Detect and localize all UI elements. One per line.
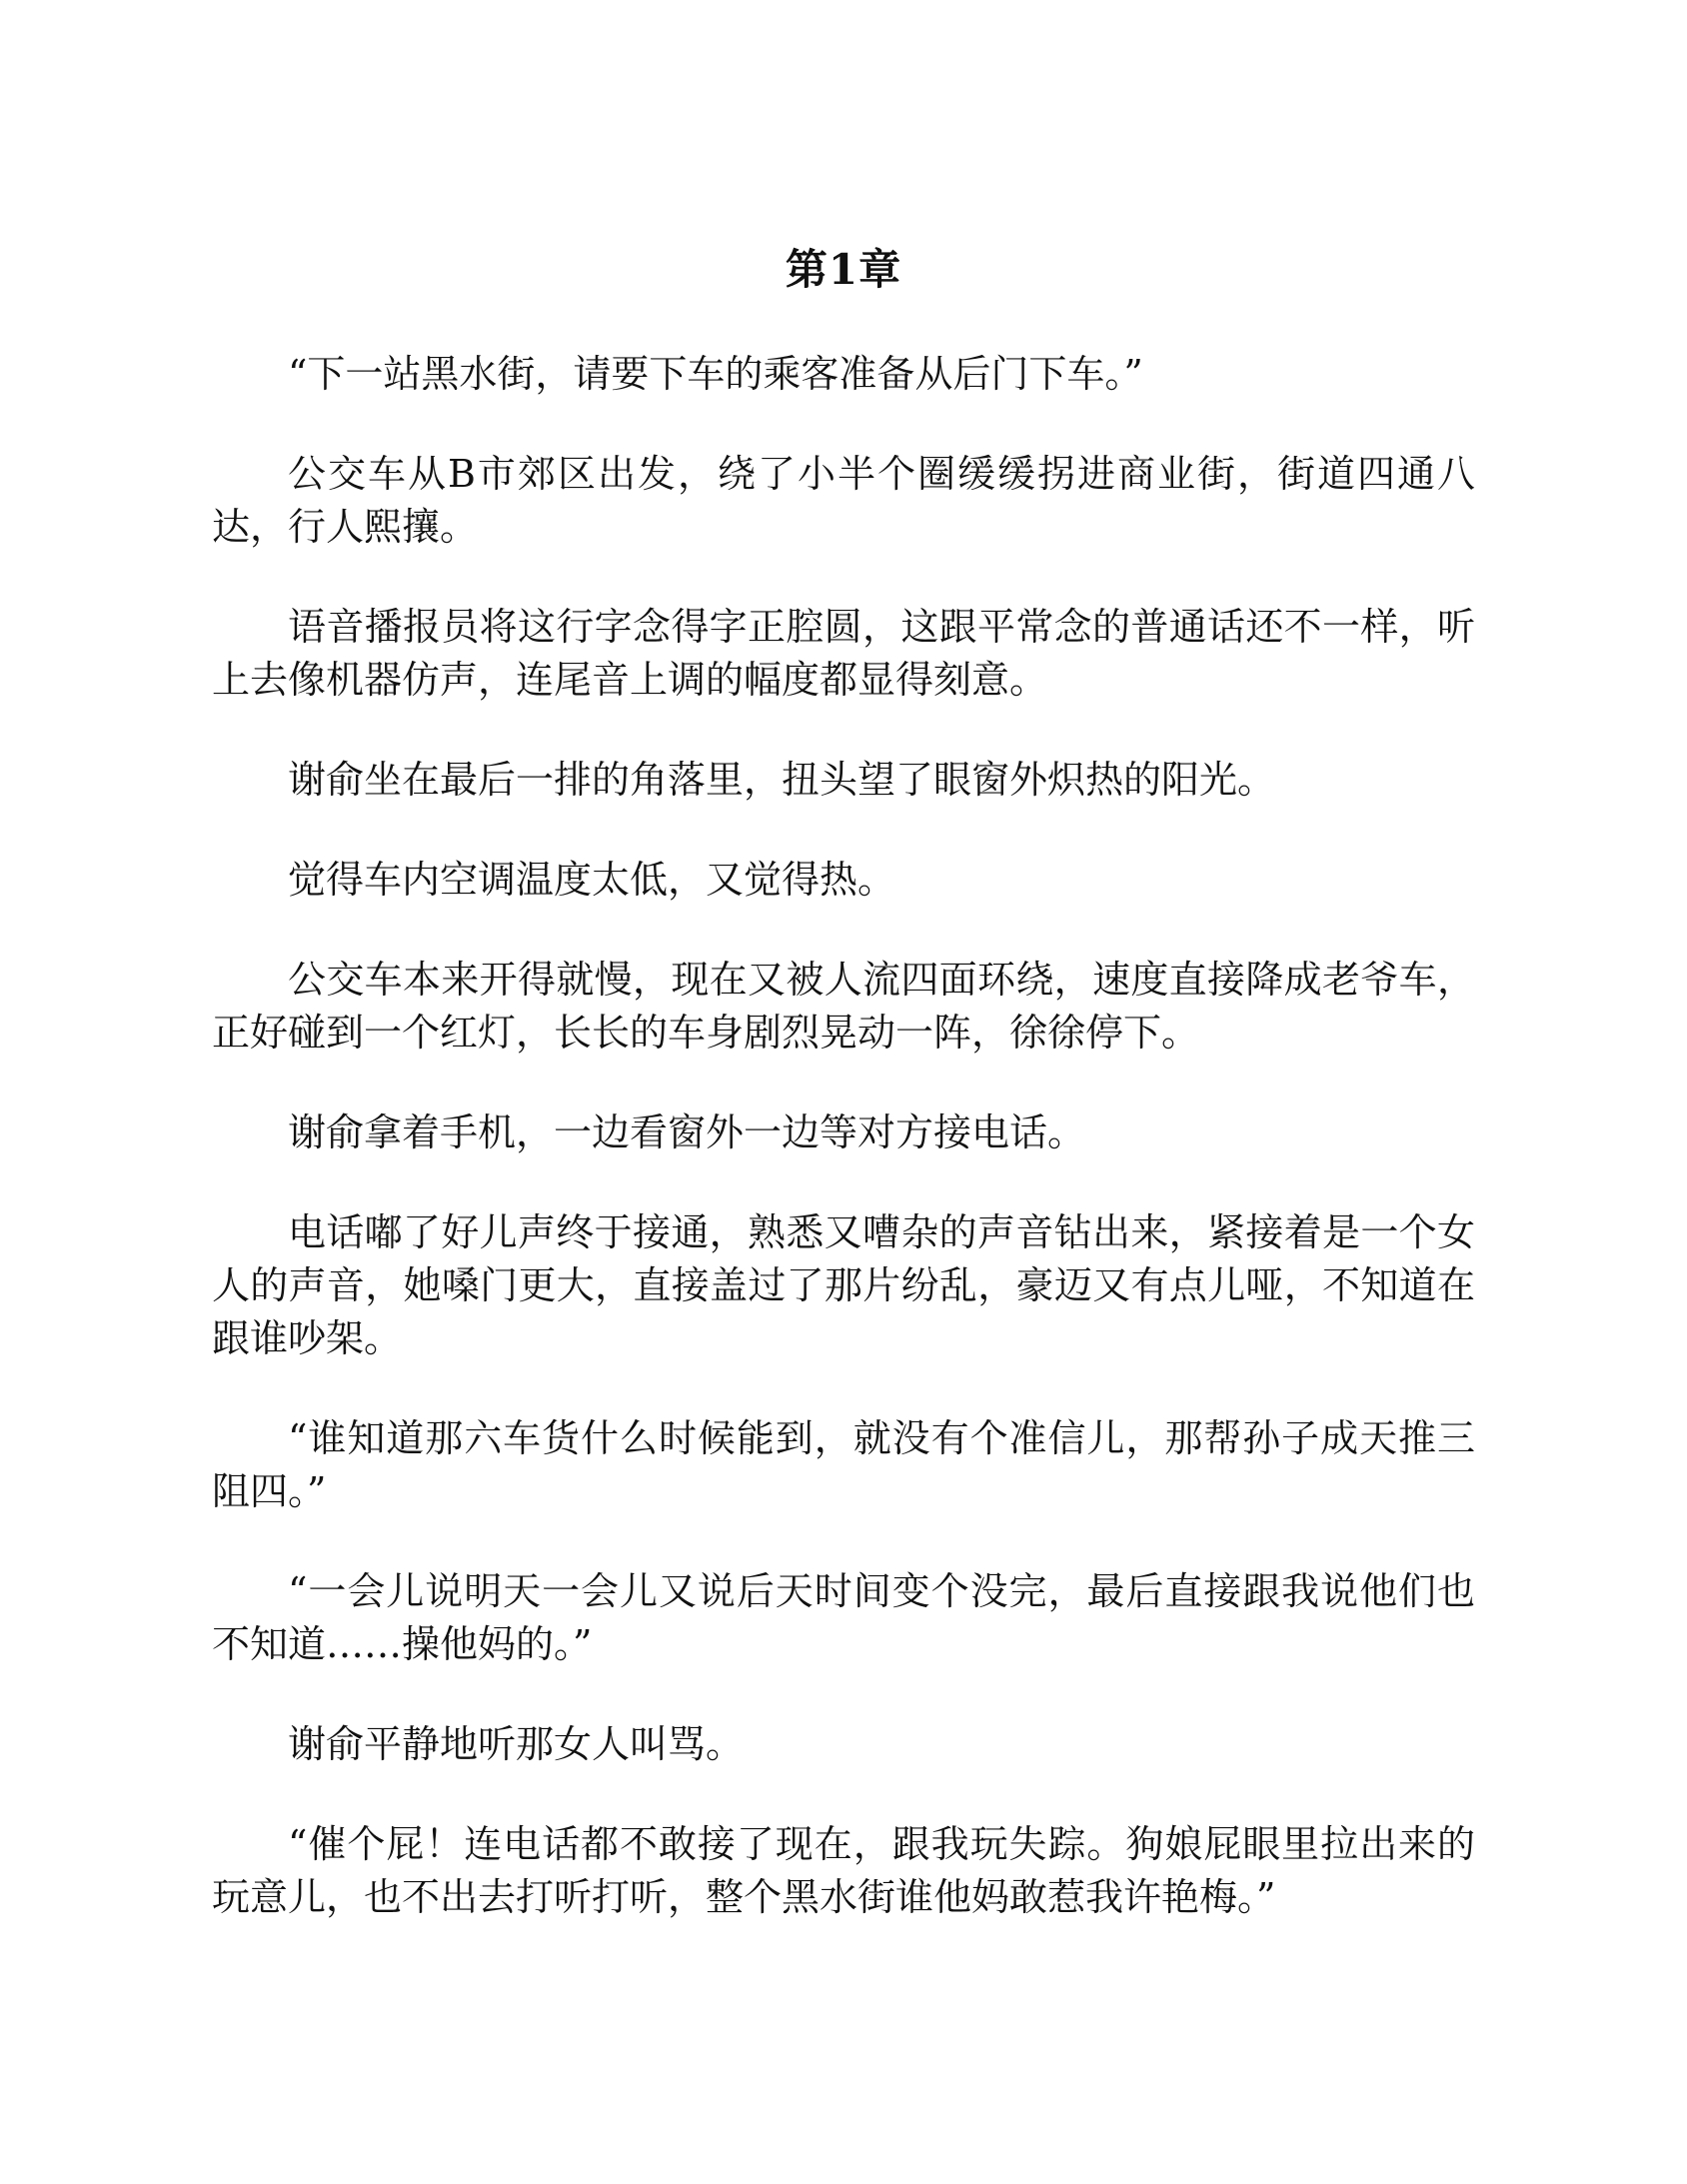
paragraph: 谢俞平静地听那女人叫骂。 bbox=[288, 1722, 745, 1766]
chapter-title: 第1章 bbox=[785, 245, 902, 294]
paragraph: “下一站黑水街，请要下车的乘客准备从后门下车。” bbox=[288, 352, 1143, 396]
paragraph: “催个屁！连电话都不敢接了现在，跟我玩失踪。狗娘屁眼里拉出来的玩意儿，也不出去打听打听，整个黑水街谁他妈敢惹我许艳梅。” bbox=[212, 1822, 1475, 1919]
paragraph: 觉得车内空调温度太低，又觉得热。 bbox=[288, 858, 896, 902]
paragraph: “一会儿说明天一会儿又说后天时间变个没完，最后直接跟我说他们也不知道……操他妈的。” bbox=[212, 1569, 1475, 1666]
paragraph: 谢俞坐在最后一排的角落里，扭头望了眼窗外炽热的阳光。 bbox=[288, 758, 1276, 802]
chapter-body bbox=[212, 348, 1475, 1971]
paragraph: 语音播报员将这行字念得字正腔圆，这跟平常念的普通话还不一样，听上去像机器仿声，连尾音上调的幅度都显得刻意。 bbox=[212, 605, 1475, 702]
paragraph: 公交车从B市郊区出发，绕了小半个圈缓缓拐进商业街，街道四通八达，行人熙攘。 bbox=[212, 452, 1475, 549]
paragraph: 电话嘟了好儿声终于接通，熟悉又嘈杂的声音钻出来，紧接着是一个女人的声音，她嗓门更大，直接盖过了那片纷乱，豪迈又有点儿哑，不知道在跟谁吵架。 bbox=[212, 1210, 1475, 1360]
paragraph: 谢俞拿着手机，一边看窗外一边等对方接电话。 bbox=[288, 1110, 1086, 1154]
paragraph: “谁知道那六车货什么时候能到，就没有个准信儿，那帮孙子成天推三阻四。” bbox=[212, 1416, 1475, 1513]
paragraph: 公交车本来开得就慢，现在又被人流四面环绕，速度直接降成老爷车，正好碰到一个红灯，长长的车身剧烈晃动一阵，徐徐停下。 bbox=[212, 958, 1475, 1055]
